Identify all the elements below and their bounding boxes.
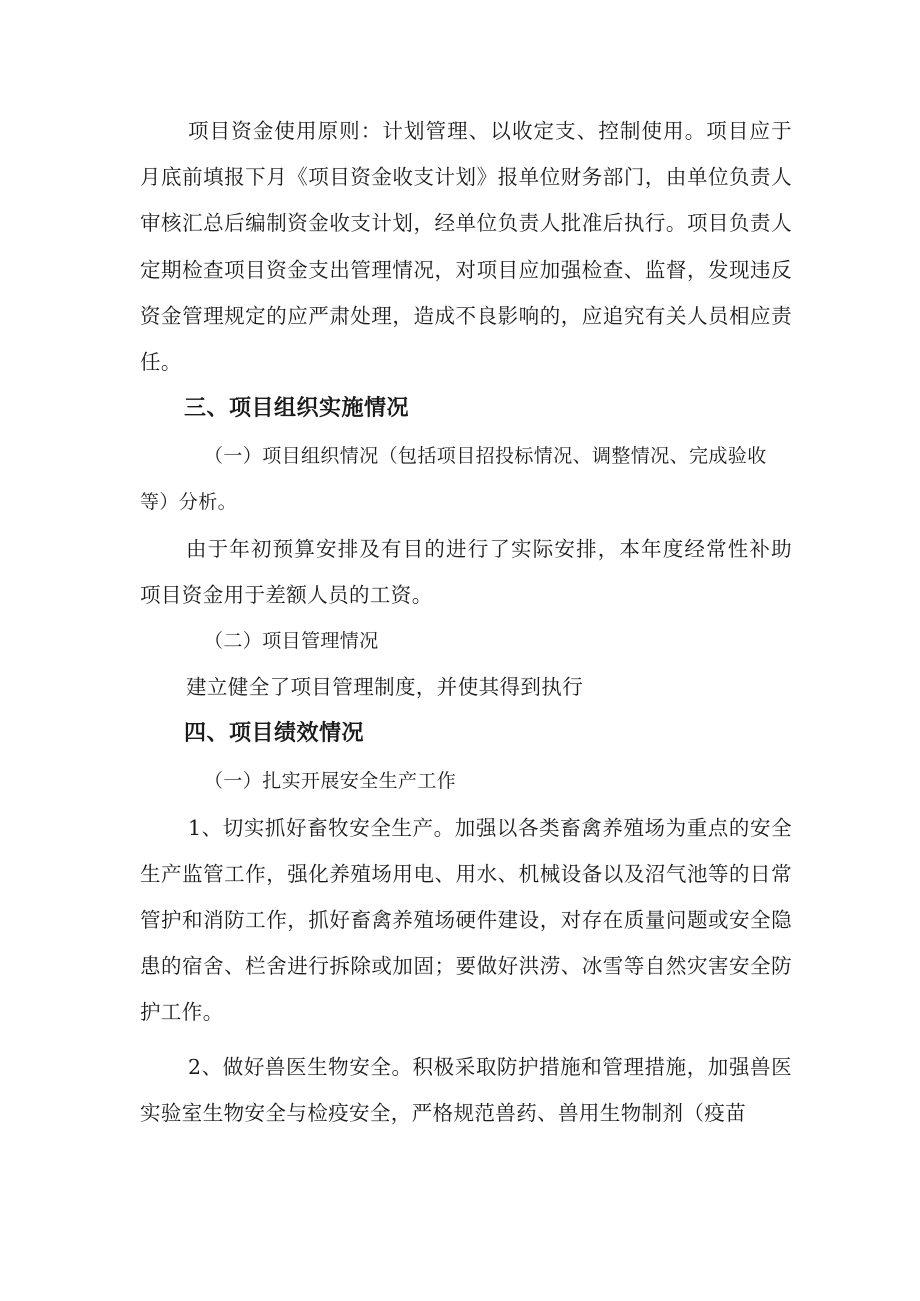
paragraph-organization: 由于年初预算安排及有目的进行了实际安排，本年度经常性补助项目资金用于差额人员的工资。 bbox=[140, 536, 792, 607]
paragraph-management: 建立健全了项目管理制度，并使其得到执行 bbox=[186, 675, 584, 700]
subheading-4-1: （一）扎实开展安全生产工作 bbox=[204, 770, 457, 793]
paragraph-livestock-safety: 1、切实抓好畜牧安全生产。加强以各类畜禽养殖场为重点的安全生产监管工作，强化养殖场用电、用水、机械设备以及沼气池等的日常管护和消防工作，抓好畜禽养殖场硬件建设，对存在质量问题或安全隐患的宿舍、栏舍进行拆除或加固；要做好洪涝、冰雪等自然灾害安全防护工作。 bbox=[140, 815, 792, 1025]
paragraph-biosafety: 2、做好兽医生物安全。积极采取防护措施和管理措施，加强兽医实验室生物安全与检疫安全，严格规范兽药、兽用生物制剂（疫苗 bbox=[140, 1054, 792, 1125]
section-heading-3: 三、项目组织实施情况 bbox=[184, 396, 410, 422]
subheading-3-2: （二）项目管理情况 bbox=[204, 630, 379, 653]
section-heading-4: 四、项目绩效情况 bbox=[184, 721, 365, 747]
document-page bbox=[140, 108, 792, 1136]
subheading-3-1: （一）项目组织情况（包括项目招投标情况、调整情况、完成验收等）分析。 bbox=[140, 445, 767, 514]
paragraph-funding-principles: 项目资金使用原则：计划管理、以收定支、控制使用。项目应于月底前填报下月《项目资金收支计划》报单位财务部门，由单位负责人审核汇总后编制资金收支计划，经单位负责人批准后执行。项目负责人定期检查项目资金支出管理情况，对项目应加强检查、监督，发现违反资金管理规定的应严肃处理，造成不良影响的，应追究有关人员相应责任。 bbox=[140, 119, 792, 375]
